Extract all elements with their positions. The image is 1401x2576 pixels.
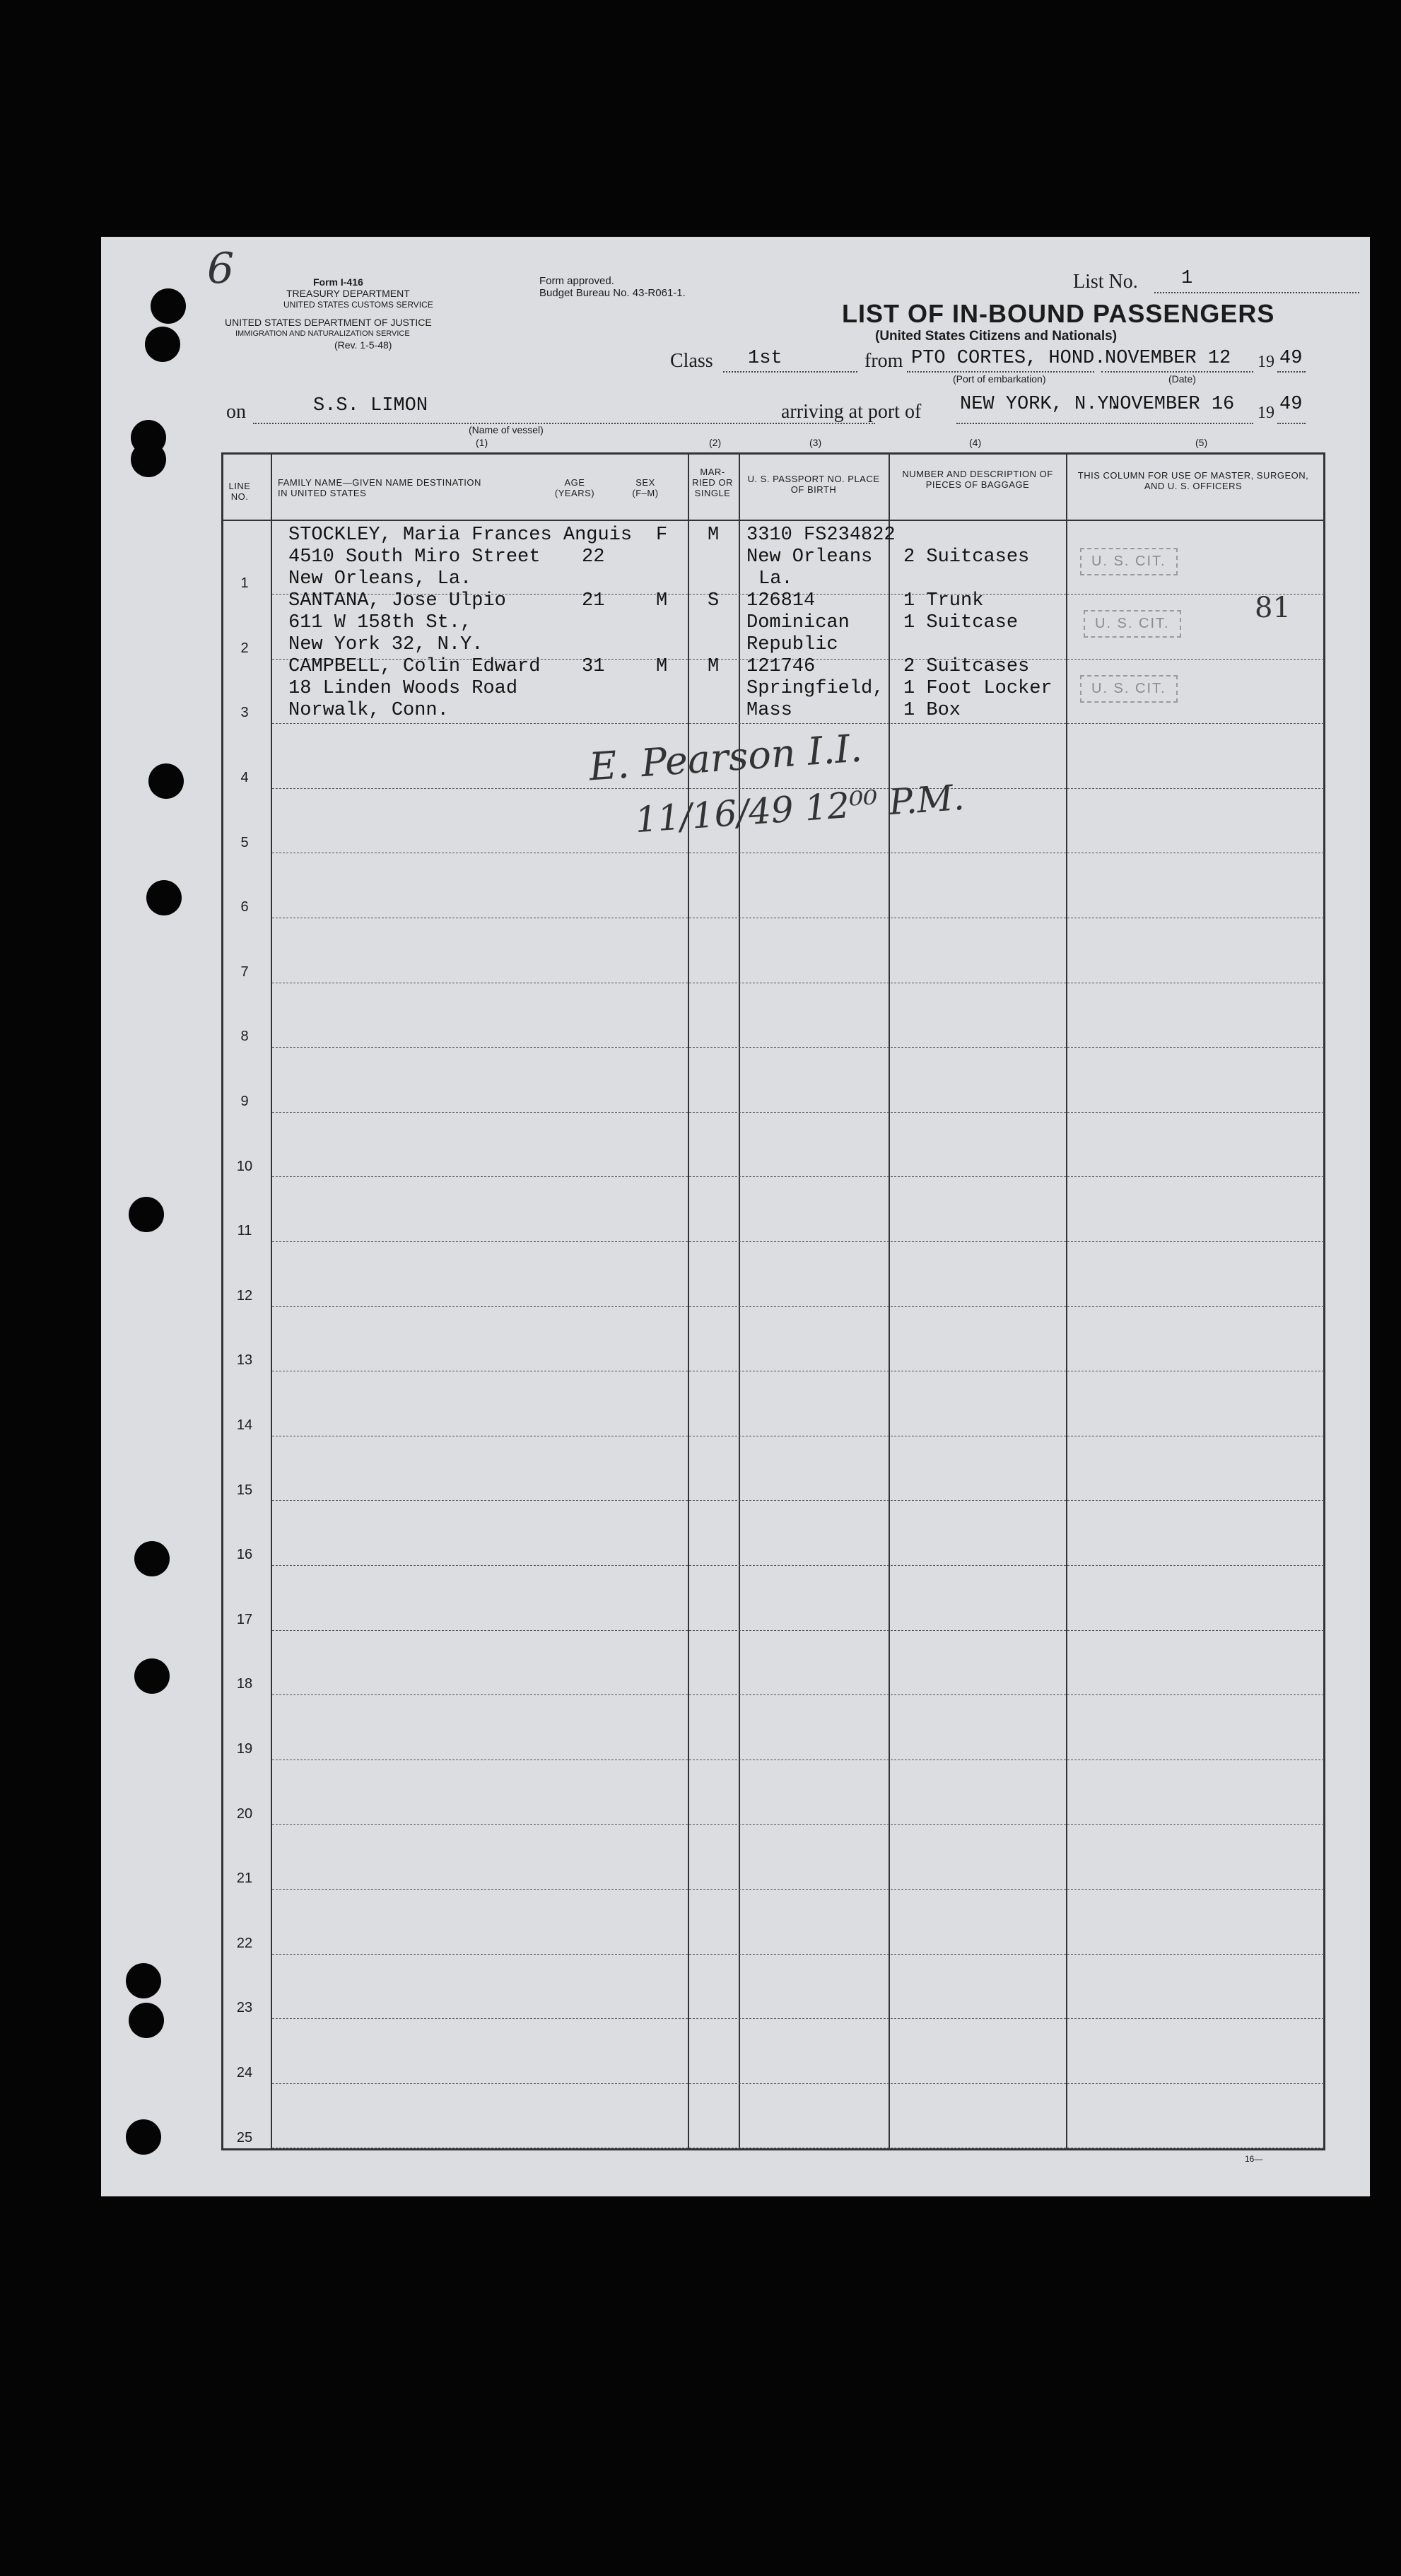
document-title: LIST OF IN-BOUND PASSENGERS bbox=[842, 299, 1275, 328]
punch-hole bbox=[146, 880, 182, 915]
passenger-3-age: 31 bbox=[582, 656, 605, 677]
passenger-3-baggage3: 1 Box bbox=[903, 700, 961, 721]
agency-customs: UNITED STATES CUSTOMS SERVICE bbox=[283, 300, 433, 310]
col-header-age: AGE (YEARS) bbox=[554, 477, 595, 498]
punch-hole bbox=[145, 327, 180, 362]
footer-code: 16— bbox=[1245, 2154, 1263, 2164]
passenger-2-birth1: Dominican bbox=[746, 612, 850, 633]
passenger-2-birth2: Republic bbox=[746, 634, 838, 655]
passenger-3-married: M bbox=[708, 656, 720, 677]
passenger-1-address1: 4510 South Miro Street bbox=[288, 546, 541, 568]
embarkation-year-prefix: 19 bbox=[1258, 353, 1274, 371]
passenger-2-age: 21 bbox=[582, 590, 605, 611]
corner-mark: 6 bbox=[207, 244, 235, 293]
agency-justice: UNITED STATES DEPARTMENT OF JUSTICE bbox=[225, 317, 432, 328]
arrival-date: NOVEMBER 16 bbox=[1108, 394, 1235, 415]
col-header-married: MAR-RIED OR SINGLE bbox=[692, 467, 733, 498]
passenger-1-age: 22 bbox=[582, 546, 605, 568]
line-number: 17 bbox=[236, 1612, 253, 1627]
passenger-3-birth1: Springfield, bbox=[746, 678, 884, 699]
arrival-year-prefix: 19 bbox=[1258, 404, 1274, 422]
passenger-3-baggage1: 2 Suitcases bbox=[903, 656, 1030, 677]
punch-hole bbox=[129, 1197, 164, 1232]
col-number-3: (3) bbox=[809, 437, 822, 448]
passenger-2-address1: 611 W 158th St., bbox=[288, 612, 472, 633]
row-rule bbox=[272, 2083, 1324, 2084]
form-number: Form I-416 bbox=[313, 276, 363, 288]
line-number: 19 bbox=[236, 1741, 253, 1757]
row-rule bbox=[272, 1954, 1324, 1955]
punch-hole bbox=[126, 2119, 161, 2155]
line-number: 13 bbox=[236, 1352, 253, 1368]
col-header-passport: U. S. PASSPORT NO. PLACE OF BIRTH bbox=[747, 474, 880, 495]
passenger-2-passport: 126814 bbox=[746, 590, 816, 611]
col-header-officers: THIS COLUMN FOR USE OF MASTER, SURGEON, AND U. S. OFFICERS bbox=[1077, 470, 1309, 491]
col-header-line-no: LINE NO. bbox=[228, 481, 251, 502]
passenger-3-baggage2: 1 Foot Locker bbox=[903, 678, 1053, 699]
passenger-3-birth2: Mass bbox=[746, 700, 792, 721]
col-header-baggage: NUMBER AND DESCRIPTION OF PIECES OF BAGGAGE bbox=[902, 469, 1053, 490]
row-rule bbox=[272, 1824, 1324, 1825]
passenger-3-address1: 18 Linden Woods Road bbox=[288, 678, 518, 699]
from-label: from bbox=[864, 350, 903, 372]
line-number: 1 bbox=[240, 575, 249, 591]
passenger-1-address2: New Orleans, La. bbox=[288, 568, 472, 590]
document-subtitle: (United States Citizens and Nationals) bbox=[875, 329, 1118, 344]
col-header-name: FAMILY NAME—GIVEN NAME DESTINATION IN UNITED STATES bbox=[278, 477, 481, 498]
line-number: 8 bbox=[240, 1029, 249, 1044]
line-number: 14 bbox=[236, 1417, 253, 1433]
row-rule bbox=[272, 1889, 1324, 1890]
row-rule bbox=[272, 1694, 1324, 1695]
row-rule bbox=[272, 2018, 1324, 2019]
passenger-2-married: S bbox=[708, 590, 720, 611]
date-caption: (Date) bbox=[1168, 373, 1196, 385]
budget-bureau: Budget Bureau No. 43-R061-1. bbox=[539, 287, 686, 299]
line-number: 23 bbox=[236, 2000, 253, 2015]
class-label: Class bbox=[670, 350, 713, 372]
passenger-3-sex: M bbox=[656, 656, 668, 677]
line-number: 3 bbox=[240, 705, 249, 720]
embarkation-year: 49 bbox=[1279, 348, 1303, 369]
citizen-stamp-1: U. S. CIT. bbox=[1080, 548, 1178, 575]
punch-hole bbox=[148, 763, 184, 799]
citizen-stamp-2: U. S. CIT. bbox=[1084, 610, 1181, 638]
margin-number: 81 bbox=[1255, 592, 1291, 624]
passenger-1-sex: F bbox=[656, 525, 668, 546]
line-number: 15 bbox=[236, 1482, 253, 1498]
class-value: 1st bbox=[748, 348, 782, 369]
col-number-1: (1) bbox=[476, 437, 488, 448]
passenger-2-name: SANTANA, Jose Ulpio bbox=[288, 590, 506, 611]
arrival-year: 49 bbox=[1279, 394, 1303, 415]
col-number-4: (4) bbox=[969, 437, 982, 448]
row-rule bbox=[272, 1241, 1324, 1242]
passenger-3-address2: Norwalk, Conn. bbox=[288, 700, 449, 721]
punch-hole bbox=[151, 288, 186, 324]
punch-hole bbox=[134, 1541, 170, 1576]
line-number: 6 bbox=[240, 899, 249, 915]
line-number: 21 bbox=[236, 1870, 253, 1886]
manifest-sheet bbox=[101, 237, 1370, 2196]
line-number: 18 bbox=[236, 1676, 253, 1692]
punch-hole bbox=[131, 442, 166, 477]
passenger-3-name: CAMPBELL, Colin Edward bbox=[288, 656, 541, 677]
row-rule bbox=[272, 1176, 1324, 1177]
row-rule bbox=[272, 1047, 1324, 1048]
line-number: 2 bbox=[240, 640, 249, 656]
punch-hole bbox=[134, 1658, 170, 1694]
punch-hole bbox=[129, 2003, 164, 2038]
row-rule bbox=[272, 1630, 1324, 1631]
agency-ins: IMMIGRATION AND NATURALIZATION SERVICE bbox=[235, 329, 410, 338]
vessel-caption: (Name of vessel) bbox=[469, 424, 544, 435]
list-no-label: List No. bbox=[1073, 271, 1138, 293]
passenger-2-baggage2: 1 Suitcase bbox=[903, 612, 1019, 633]
arriving-label: arriving at port of bbox=[781, 401, 922, 423]
line-number: 5 bbox=[240, 835, 249, 850]
inspection-date: 11/16/49 12⁰⁰ P.M. bbox=[633, 776, 966, 841]
line-number: 12 bbox=[236, 1288, 253, 1304]
col-number-5: (5) bbox=[1195, 437, 1208, 448]
passenger-1-baggage1: 2 Suitcases bbox=[903, 546, 1030, 568]
port-of-embarkation: PTO CORTES, HOND. bbox=[911, 348, 1106, 369]
passenger-1-passport: 3310 FS234822 bbox=[746, 525, 896, 546]
list-no-value: 1 bbox=[1181, 268, 1193, 289]
row-rule bbox=[272, 1500, 1324, 1501]
form-approved: Form approved. bbox=[539, 275, 614, 287]
citizen-stamp-3: U. S. CIT. bbox=[1080, 675, 1178, 703]
line-number: 4 bbox=[240, 770, 249, 785]
form-revision: (Rev. 1-5-48) bbox=[334, 339, 392, 351]
row-rule bbox=[272, 723, 1324, 724]
passenger-2-sex: M bbox=[656, 590, 668, 611]
line-number: 24 bbox=[236, 2065, 253, 2080]
line-number: 22 bbox=[236, 1936, 253, 1951]
row-rule bbox=[272, 1565, 1324, 1566]
punch-hole bbox=[126, 1963, 161, 1998]
passenger-1-birth1: New Orleans bbox=[746, 546, 873, 568]
passenger-2-address2: New York 32, N.Y. bbox=[288, 634, 483, 655]
embarkation-date: NOVEMBER 12 bbox=[1105, 348, 1231, 369]
line-number: 25 bbox=[236, 2130, 253, 2145]
col-header-sex: SEX (F–M) bbox=[632, 477, 659, 498]
arrival-port: NEW YORK, N.Y. bbox=[960, 394, 1120, 415]
row-rule bbox=[272, 1112, 1324, 1113]
row-rule bbox=[272, 1306, 1324, 1307]
line-number: 7 bbox=[240, 964, 249, 980]
line-number: 11 bbox=[237, 1223, 252, 1239]
passenger-2-baggage1: 1 Trunk bbox=[903, 590, 984, 611]
vessel-name: S.S. LIMON bbox=[313, 395, 428, 416]
inspector-signature: E. Pearson I.I. bbox=[587, 725, 864, 790]
passenger-1-birth2: La. bbox=[758, 568, 793, 590]
passenger-1-name: STOCKLEY, Maria Frances Anguis bbox=[288, 525, 633, 546]
on-label: on bbox=[226, 401, 246, 423]
agency-treasury: TREASURY DEPARTMENT bbox=[286, 288, 410, 299]
col-number-2: (2) bbox=[709, 437, 722, 448]
passenger-3-passport: 121746 bbox=[746, 656, 816, 677]
line-number: 20 bbox=[236, 1806, 253, 1822]
line-number: 16 bbox=[236, 1547, 253, 1562]
passenger-1-married: M bbox=[708, 525, 720, 546]
port-caption: (Port of embarkation) bbox=[953, 373, 1046, 385]
line-number: 10 bbox=[236, 1159, 253, 1174]
line-number: 9 bbox=[240, 1094, 249, 1109]
